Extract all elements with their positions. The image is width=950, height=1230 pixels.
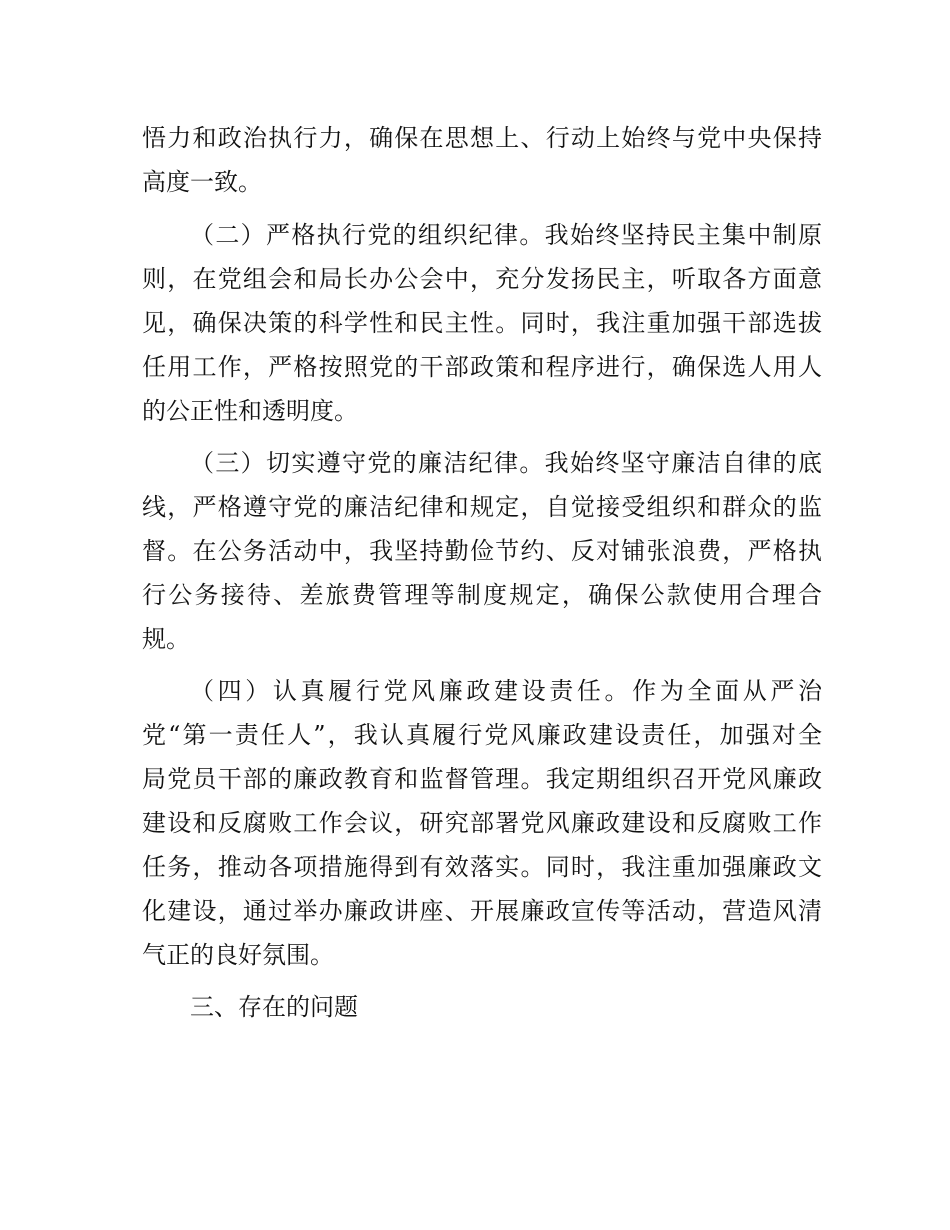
paragraph-line: 气正的良好氛围。 bbox=[142, 941, 334, 969]
paragraph-line: 党“第一责任人”，我认真履行党风廉政建设责任，加强对全 bbox=[142, 721, 822, 749]
paragraph-line: 任用工作，严格按照党的干部政策和程序进行，确保选人用人 bbox=[142, 353, 822, 381]
paragraph-line: 局党员干部的廉政教育和监督管理。我定期组织召开党风廉政 bbox=[142, 765, 822, 793]
paragraph-line: 任务，推动各项措施得到有效落实。同时，我注重加强廉政文 bbox=[142, 853, 822, 881]
paragraph-line: 化建设，通过举办廉政讲座、开展廉政宣传等活动，营造风清 bbox=[142, 897, 822, 925]
section-heading: 三、存在的问题 bbox=[190, 993, 358, 1021]
paragraph-line: 见，确保决策的科学性和民主性。同时，我注重加强干部选拔 bbox=[142, 309, 822, 337]
paragraph-line: 督。在公务活动中，我坚持勤俭节约、反对铺张浪费，严格执 bbox=[142, 537, 822, 565]
paragraph-line: 高度一致。 bbox=[142, 168, 262, 196]
paragraph-line: 线，严格遵守党的廉洁纪律和规定，自觉接受组织和群众的监 bbox=[142, 493, 822, 521]
paragraph-line: 行公务接待、差旅费管理等制度规定，确保公款使用合理合 bbox=[142, 581, 822, 609]
paragraph-line: 规。 bbox=[142, 625, 190, 653]
paragraph-line: 的公正性和透明度。 bbox=[142, 397, 358, 425]
paragraph-line: （三）切实遵守党的廉洁纪律。我始终坚守廉洁自律的底 bbox=[190, 449, 822, 477]
paragraph-line: 建设和反腐败工作会议，研究部署党风廉政建设和反腐败工作 bbox=[142, 809, 822, 837]
paragraph-line: 悟力和政治执行力，确保在思想上、行动上始终与党中央保持 bbox=[142, 124, 822, 152]
paragraph-line: （四）认真履行党风廉政建设责任。作为全面从严治 bbox=[190, 677, 822, 705]
paragraph-line: 则，在党组会和局长办公会中，充分发扬民主，听取各方面意 bbox=[142, 265, 822, 293]
paragraph-line: （二）严格执行党的组织纪律。我始终坚持民主集中制原 bbox=[190, 221, 822, 249]
